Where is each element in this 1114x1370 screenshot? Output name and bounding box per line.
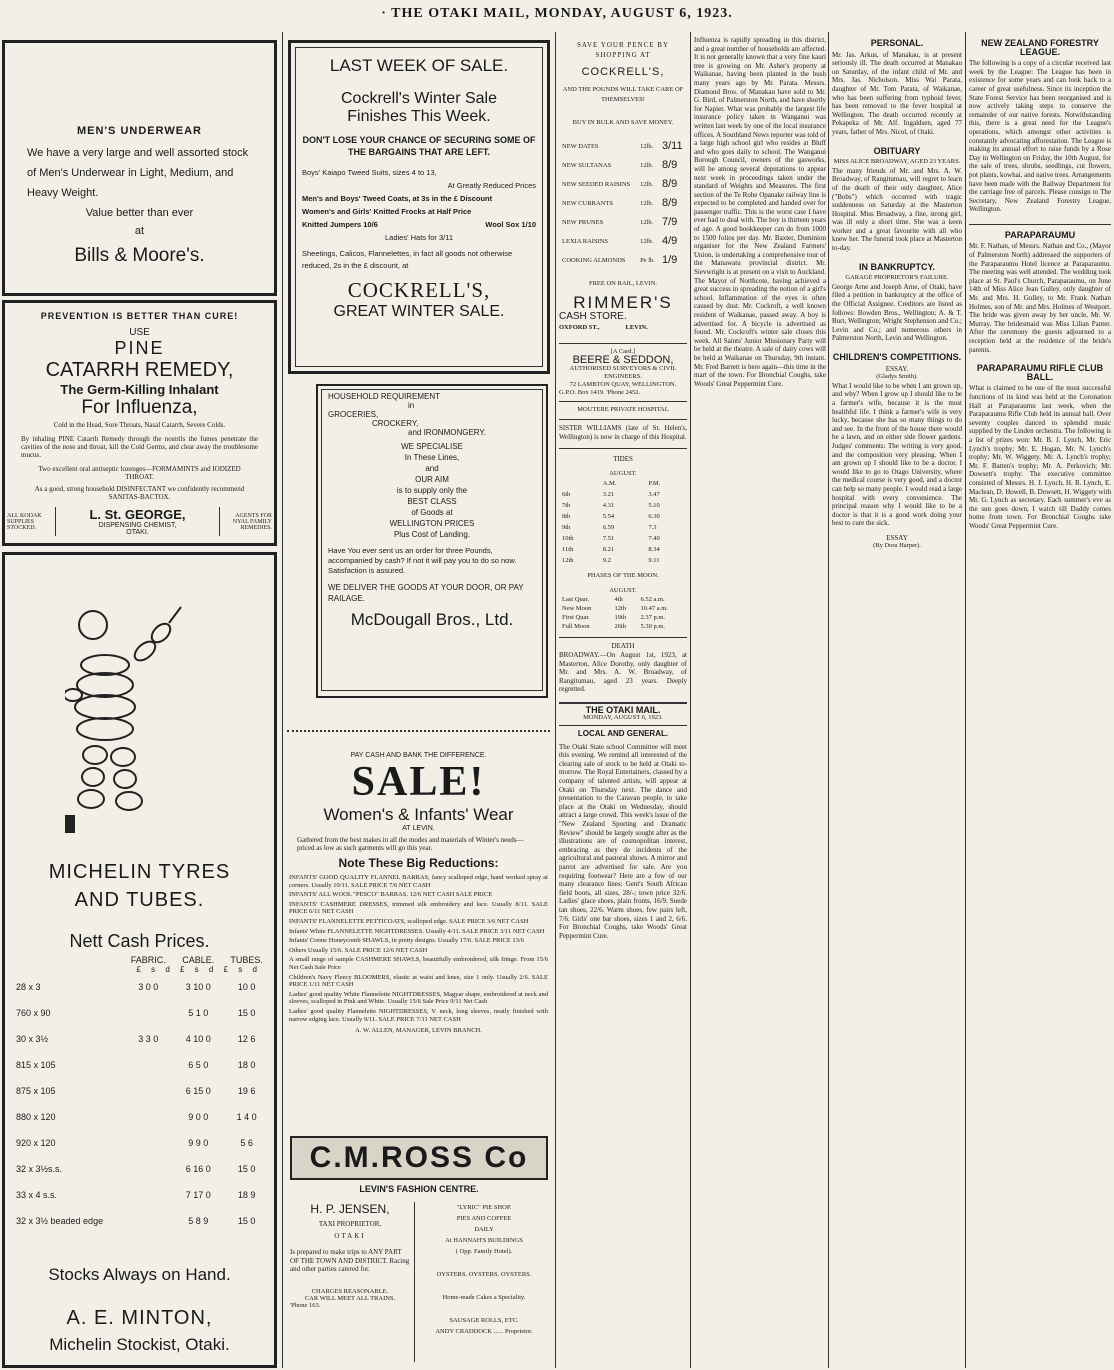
mross-logo: C.M.ROSS Co (290, 1136, 548, 1180)
mcd-l6: WE SPECIALISE (401, 442, 463, 451)
table-row (559, 613, 687, 622)
cable-price: 7 17 0 (185, 1190, 211, 1200)
mcd-l10: is to supply only the (396, 486, 468, 495)
moon-title: PHASES OF THE MOON. (587, 572, 659, 580)
phase: First Quar. (562, 614, 590, 622)
jensen-c3: 'Phone 163. (290, 1301, 321, 1309)
michelin-title1: MICHELIN TYRES (48, 861, 231, 883)
sale-t2: Women's & Infants' Wear (323, 805, 514, 824)
bankruptcy-body: George Arne and Joseph Arne, of Otaki, have filed a petition in bankruptcy at the office of the Official Assignee. Creditors are listed as follows: Bowden Bros., Wellington; A. & T. Burt, Wellington; Wright Stephenson and Co.; Levin and Co.; and numerous others in Palmerston North, Levin and Wellington. (832, 282, 962, 343)
col-tubes: TUBES. (230, 955, 263, 965)
table-row (13, 1182, 271, 1208)
mcd-l11: BEST CLASS (407, 497, 457, 506)
item-name: LEXIA RAISINS (562, 238, 609, 246)
item-price: 7/9 (661, 216, 678, 229)
cockrell-t3: Finishes This Week. (347, 108, 491, 125)
mcd-l15: Have You ever sent us an order for three Pounds, accompanied by cash? If not it will pay you to do so now. Satisfaction is assured. (328, 546, 517, 575)
essay2-heading: ESSAY (886, 533, 908, 542)
fabric-price (122, 1156, 174, 1182)
tides-table (559, 478, 687, 566)
list-item: INFANTS' CASHMERE DRESSES, trimmed silk embroidery and lace. Usually 8/11. SALE PRICE 6/11 NET CASH (289, 900, 548, 916)
item-qty: 12lb. (640, 181, 654, 189)
table-row (559, 595, 687, 604)
table-row (13, 1000, 271, 1026)
cockrell-l1: Boys' Kaiapo Tweed Suits, sizes 4 to 13, (302, 168, 437, 177)
jensen-ad (290, 1202, 410, 1367)
tube-price: 19 6 (237, 1086, 256, 1096)
size: 28 x 3 (16, 982, 41, 992)
pm: 9.11 (648, 557, 660, 565)
date: 4th (614, 596, 623, 604)
am: 6.59 (602, 524, 615, 532)
essay-heading: ESSAY. (885, 364, 909, 373)
rimmer-l3: BUY IN BULK AND SAVE MONEY. (572, 118, 674, 126)
beere-l2: 72 LAMBTON QUAY, WELLINGTON. (569, 380, 677, 388)
table-row (13, 1156, 271, 1182)
pine-top: PREVENTION IS BETTER THAN CURE! (40, 311, 239, 321)
masthead: · THE OTAKI MAIL, MONDAY, AUGUST 6, 1923. (381, 6, 733, 21)
tube-price: 15 0 (237, 1008, 256, 1018)
mcd-l2: in (408, 401, 415, 410)
paraparaumu-body: Mr. F. Nathan, of Messrs. Nathan and Co., (Mayor of Palmerston North) addressed the supporters of the Paraparaumu Hotel licence at Paraparaumu. The meeting was well attended. The wedding took place at St. Paul's Church, Paraparaumu, on June 14th of Miss Alice Jean Gulley, only daughter of Mr. and Mrs. H. Gulley, to Mr. Frank Nathan Holmes, son of Mr. and Mrs. Holmes of Westport. The bride was given away by her uncle, Mr. W. Murray. The bridesmaid was Miss Lilian Panter. After the ceremony the guests adjourned to a reception held at the residence of the bride's parents. (969, 242, 1111, 354)
cockrell-l5: Knitted Jumpers 10/6 (302, 220, 378, 229)
rimmer-l1: SAVE YOUR PENCE BY SHOPPING AT (576, 41, 670, 59)
bills-at: at (134, 225, 145, 237)
personal-body: Mr. Jas. Arkus, of Manakau, is at present seriously ill. The death occurred at Manakau on Saturday, of the infant child of Mr. and Mrs. Jas. Nicholson. Miss Wai Parata, daughter of Mr. Tom Parata, of Waikanae, who has been suffering from typhoid fever, has been removed to the fever hospital at Wellington. The death occurred recently at Pekapeka of Mr. Alf. Ingaldsen, aged 77 years, father of Mrs. Nicol, of Otaki. (832, 50, 962, 136)
cockrell-l3: Men's and Boys' Tweed Coats, at 3s in the £ Discount (302, 194, 493, 203)
bankruptcy-heading: IN BANKRUPTCY. (858, 261, 935, 272)
am: 5.54 (602, 513, 615, 521)
am: 9.2 (602, 557, 611, 565)
mcd-l16: WE DELIVER THE GOODS AT YOUR DOOR, OR PAY RAILAGE. (328, 583, 524, 603)
phase: New Moon (562, 605, 592, 613)
am: 4.31 (602, 502, 615, 510)
bills-name: Bills & Moore's. (74, 245, 205, 266)
column-5 (832, 36, 962, 1366)
fabric-price (122, 1078, 174, 1104)
lyric-l7: SAUSAGE ROLLS, ETC. (449, 1317, 519, 1324)
competitions-heading: CHILDREN'S COMPETITIONS. (832, 352, 962, 362)
size: 760 x 90 (16, 1008, 51, 1018)
lyric-l5: OYSTERS. OYSTERS. OYSTERS. (436, 1271, 532, 1278)
date: 12th (614, 605, 627, 613)
tube-price: 18 0 (237, 1060, 256, 1070)
pm: 7.3 (648, 524, 657, 532)
table-row (559, 622, 687, 631)
lyric-l4: ( Opp. Family Hotel). (455, 1248, 513, 1255)
jensen-c2: CAR WILL MEET ALL TRAINS. (304, 1294, 396, 1302)
col-cable: CABLE. (182, 955, 215, 965)
pm: 6.30 (648, 513, 660, 521)
table-row (559, 522, 687, 533)
rimmer-store: RIMMER'S (573, 292, 673, 312)
cockrell-l7: Ladies' Hats for 3/11 (385, 233, 453, 242)
cockrell-sale-ad (288, 40, 550, 374)
michelin-title2: AND TUBES. (74, 889, 205, 911)
table-row (13, 1104, 271, 1130)
day: 9th (562, 524, 571, 532)
michelin-dealer-sub: Michelin Stockist, Otaki. (49, 1335, 230, 1354)
moon-table (559, 595, 687, 631)
essay-author: (Gladys Smith). (876, 373, 918, 381)
list-item: A small range of sample CASHMERE SHAWLS, beautifully embroidered, silk fringe. From 15/6 Net Cash Sale Price (289, 956, 548, 971)
list-item: Ladies' good quality White Flannelette NIGHTDRESSES, Magyar shape, embroidered at neck and sleeves, scalloped in Pink and White. Usually 15/6 Sale Price 9/11 Net Cash (289, 990, 548, 1006)
mcd-l5: and IRONMONGERY. (408, 428, 486, 437)
list-item (559, 156, 687, 175)
rimmer-cockrell: COCKRELL'S, (581, 66, 665, 78)
tube-price: 12 6 (237, 1034, 256, 1044)
pine-chemist: L. St. GEORGE, (89, 507, 186, 522)
bills-tag: Value better than ever (85, 207, 194, 219)
pine-catarrh-ad (2, 300, 277, 546)
pine-list: Cold in the Head, Sore Throats, Nasal Catarrh, Severe Colds. (53, 421, 226, 429)
size: 32 x 3½ beaded edge (16, 1216, 104, 1226)
time: 5.30 p.m. (640, 623, 666, 631)
table-row (559, 604, 687, 613)
bills-title: MEN'S UNDERWEAR (77, 125, 202, 137)
pine-name2: CATARRH REMEDY, (45, 359, 234, 381)
table-row (13, 974, 271, 1000)
death-title: DEATH (559, 637, 687, 651)
tides-title: TIDES (613, 454, 633, 463)
item-price: 4/9 (661, 235, 678, 248)
day: 8th (562, 513, 571, 521)
cockrell-l9: COCKRELL'S, (347, 278, 491, 302)
cable-price: 6 16 0 (185, 1164, 211, 1174)
list-item: Others Usually 15/6. SALE PRICE 12/6 NET CASH (289, 946, 428, 954)
michelin-ad (2, 552, 277, 1368)
table-row (559, 555, 687, 566)
bills-body: We have a very large and well assorted stock of Men's Underwear in Light, Medium, and Heavy Weight. (27, 147, 249, 199)
michelin-stock: Stocks Always on Hand. (48, 1265, 231, 1284)
date: 19th (614, 614, 627, 622)
michelin-man-illustration (65, 585, 185, 835)
item-qty: 12lb. (640, 200, 654, 208)
item-qty: 12lb. (640, 238, 654, 246)
jensen-town: OTAKI (334, 1232, 366, 1240)
pine-body3: As a good, strong household DISINFECTANT we confidently recommend SANITAS-BACTOX. (34, 485, 245, 501)
col-day (559, 478, 600, 489)
am: 3.21 (602, 491, 615, 499)
hospital-title: MOUTERE PRIVATE HOSPITAL (577, 406, 669, 414)
fabric-price (122, 1130, 174, 1156)
sale-t3: AT LEVIN. (402, 825, 435, 832)
tube-price: 1 4 0 (236, 1112, 257, 1122)
item-name: NEW SULTANAS (562, 162, 612, 170)
pine-body: By inhaling PINE Catarrh Remedy through the nostrils the fumes penetrate the cavities of the nose and throat, kill the Cold Germs, and clear away the troublesome mucus. (21, 435, 258, 459)
list-item (559, 194, 687, 213)
cockrell-l4: Women's and Girls' Knitted Frocks at Half Price (302, 207, 472, 216)
am: 7.51 (602, 535, 615, 543)
size: 815 x 105 (16, 1060, 56, 1070)
item-name: NEW DATES (562, 143, 599, 151)
size: 875 x 105 (16, 1086, 56, 1096)
pm: 3.47 (648, 491, 660, 499)
jensen-name: H. P. JENSEN, (310, 1202, 390, 1216)
lyric-l2: DAILY (474, 1226, 494, 1233)
item-price: 8/9 (661, 197, 678, 210)
rimmer-free: FREE ON RAIL, LEVIN. (588, 280, 658, 288)
list-item: INFANTS' GOOD QUALITY FLANNEL BARRAS, fancy scalloped edge, hand worked spray at corners. Usually 10/11. SALE PRICE 7/6 NET CASH (289, 874, 548, 889)
michelin-table-header (13, 955, 271, 965)
pm: 5.10 (648, 502, 660, 510)
paraparaumu-heading: PARAPARAUMU (969, 224, 1111, 240)
list-item: Ladies' good quality Flannelette NIGHTDRESSES, V. neck, long sleeves, neatly finished with narrow edging lace. Usually 9/11. SALE PRICE 7/11 NET CASH (289, 1007, 548, 1023)
column-3 (559, 36, 687, 1366)
jensen-title: TAXI PROPRIETOR, (318, 1220, 382, 1228)
lyric-l6: Home-made Cakes a Speciality. (442, 1294, 526, 1301)
sale-t4: Note These Big Reductions: (338, 856, 499, 870)
size: 30 x 3½ (16, 1034, 49, 1044)
table-row (13, 1052, 271, 1078)
pine-name1: PINE (114, 338, 165, 358)
list-item: INFANTS' FLANNELETTE PETTICOATS, scalloped edge. SALE PRICE 3/6 NET CASH (289, 917, 529, 925)
cable-price: 5 8 9 (188, 1216, 209, 1226)
list-item (559, 251, 687, 270)
lyric-l3: At HANNAH'S BUILDINGS (445, 1237, 523, 1244)
rifle-club-body: What is claimed to be one of the most successful functions of its kind was held at the Coronation Hall at Paraparaumu last week, when the Paraparaumu Rifle Club held its annual ball. Over seventy couples danced to splendid music supplied by the Linden orchestra. The following is a list of prizes won: Mr. B. J. Lynch, Mr. Eric Lynch's trophy; Mr. E. Hogan, Mr. N. Lynch's trophy; Mr. W. Wiggety, Mr. A. Lynch's trophy; Mr. F. Batten's trophy; Mr. A. Perkovich; Mr. Dowsett's trophy. The executive committee consisted of Messrs. H. J. Lynch, H. R. Lynch, E. Maclean, D. Howell, B. Dowsett, H. Wiggety with Mr. G. Lynch as secretary. Each summer's eve as the sun goes down, I watch till Daddy comes home from town. For Bronchial Coughs take Woods' Great Peppermint Cure. (969, 384, 1111, 530)
beere-name: BEERE & SEDDON, (572, 354, 674, 367)
jensen-c1: CHARGES REASONABLE. (311, 1287, 389, 1295)
item-qty: 12lb. (640, 162, 654, 170)
table-row (13, 1208, 271, 1234)
col-fabric: FABRIC. (130, 955, 166, 965)
mcd-name: McDougall Bros., Ltd. (350, 610, 514, 629)
lyric-title: "LYRIC" PIE SHOP. (456, 1204, 512, 1211)
beere-card: [A Card.] (610, 347, 636, 355)
item-qty: Pe lb. (640, 257, 655, 265)
list-item (559, 175, 687, 194)
list-item: Infants' Creme Honeycomb SHAWLS, in pretty designs. Usually 17/6. SALE PRICE 13/6 (289, 937, 524, 945)
cable-price: 6 5 0 (188, 1060, 209, 1070)
column-4-body: Influenza is rapidly spreading in this district, and a great number of households are affected. It is not generally known that a very fine kauri tree is growing on Mr. Asher's property at Waikanae, having been planted in the bush many years ago by Mr. Parata. Messrs. Diamond Bros. of Manakau have sold to Mr. G. Bird, of Palmerston North, and have shortly for Napier. What was probably the largest life insurance policy taken in Wanganui was written last week by one of the local insurance offices. A Southland News reporter was told of a large high school girl who resides at Bluff and who goes daily to school. The Wanganui Borough Council, owners of the gasworks, will be among several deputations to appear next week in proceedings taken under the standard of Weights and Measures. The first section of the Te Rohe Opanake railway line is expected to be completed and handed over for passenger traffic. This is the worst case I have ever had to deal with. The boy is thirteen years of age. A good bookkeeper can do from 1000 to 1500 folios per day. Mr. Baxter, Dominion organiser for the New Zealand Farmers' Union, is undertaking a comprehensive tour of the Manawatu provincial district. Mr. Sievwright is at present on a visit to Auckland. The Mayor of Northcote, having achieved a great success in spreading the notion of a girl's school. Inflammation of the eyes is often caused by dust. Mr. Cockroft, a well known resident of Waikanae, passed away. A boy is advertised for. A bicycle is advertised as found. Mr. Cockroft's winter sale closes this week. All Saints' Junior Missionary Party will be held at the theatre. A sale of dairy cows will be held at Waikanae on Thursday, 9th instant. Mr. Fred Barrett is here again—this time in the mart of the town. For Bronchial Coughs, take Woods' Great Peppermint Cure. (694, 36, 826, 388)
mcd-l4: CROCKERY, (372, 419, 419, 428)
item-price: 3/11 (661, 140, 683, 153)
fabric-price (122, 1000, 174, 1026)
tube-price: 5 6 (240, 1138, 253, 1148)
forestry-heading: NEW ZEALAND FORESTRY LEAGUE. (981, 38, 1099, 57)
cable-price: 3 10 0 (185, 982, 211, 992)
beere-l3: G.P.O. Box 1419. 'Phone 2452. (559, 388, 641, 396)
item-name: NEW CURRANTS (562, 200, 613, 208)
otaki-mail-title: THE OTAKI MAIL. (585, 704, 661, 715)
size: 880 x 120 (16, 1112, 56, 1122)
cockrell-l10: GREAT WINTER SALE. (333, 303, 505, 320)
fabric-price: 3 3 0 (138, 1034, 159, 1044)
sale-big: SALE! (351, 759, 486, 805)
table-row (559, 511, 687, 522)
cable-price: 5 1 0 (188, 1008, 209, 1018)
column-4 (694, 36, 826, 1366)
cockrell-l2: At Greatly Reduced Prices (447, 181, 536, 190)
list-item (559, 137, 687, 156)
item-name: NEW SEEDED RAISINS (562, 181, 631, 189)
mross-ad (290, 1136, 548, 1196)
pine-body2: Two excellent oral antiseptic lozenges—FORMAMINTS and IODIZED THROAT. (38, 465, 241, 481)
size: 33 x 4 s.s. (16, 1190, 58, 1200)
personal-heading: PERSONAL. (870, 38, 924, 48)
hospital-body: SISTER WILLIAMS (late of St. Helen's, Wellington) is now in charge of this Hospital. (559, 423, 687, 441)
michelin-units: £ s d £ s d £ s d (136, 965, 257, 974)
mcd-l13: WELLINGTON PRICES (389, 519, 475, 528)
pine-left: ALL KODAK SUPPLIES STOCKED. (7, 512, 42, 531)
michelin-title3: Nett Cash Prices. (69, 931, 210, 951)
column-6 (969, 36, 1111, 1366)
tube-price: 10 0 (237, 982, 256, 992)
pine-sub1: The Germ-Killing Inhalant (60, 382, 219, 397)
rifle-club-heading: PARAPARAUMU RIFLE CLUB BALL. (976, 363, 1104, 382)
mcdougall-ad (316, 384, 548, 698)
lyric-l1: PIES AND COFFEE (456, 1215, 512, 1222)
obituary-sub: MISS ALICE BROADWAY, AGED 23 YEARS. (833, 158, 961, 166)
pm: 7.40 (648, 535, 660, 543)
mcd-l7: In These Lines, (404, 453, 460, 462)
mcd-l3: GROCERIES, (328, 410, 379, 419)
size: 32 x 3½s.s. (16, 1164, 63, 1174)
beere-l1: AUTHORISED SURVEYORS & CIVIL ENGINEERS. (569, 364, 677, 380)
day: 6th (562, 491, 571, 499)
cockrell-l8: Sheetings, Calicos, Flannelettes, in fact all goods not otherwise reduced, 2s in the £ discount, at (302, 249, 513, 270)
time: 6.52 a.m. (640, 596, 665, 604)
fabric-price (122, 1104, 174, 1130)
fabric-price: 3 0 0 (138, 982, 159, 992)
local-general-heading: LOCAL AND GENERAL. (577, 729, 669, 739)
pine-sub2: For Influenza, (81, 397, 198, 418)
mcd-l9: OUR AIM (415, 475, 449, 484)
mross-sub: LEVIN'S FASHION CENTRE. (359, 1184, 479, 1194)
cable-price: 9 0 0 (188, 1112, 209, 1122)
list-item: Children's Navy Fleecy BLOOMERS, elastic at waist and knee, size 1 only. Usually 2/6. SALE PRICE 1/11 NET CASH (289, 973, 548, 989)
day: 10th (562, 535, 574, 543)
list-item: INFANTS' ALL WOOL "PESCO" BARRAS. 12/6 NET CASH SALE PRICE (289, 891, 493, 899)
cable-price: 9 9 0 (188, 1138, 209, 1148)
phase: Full Moon (562, 623, 590, 631)
fabric-price (122, 1052, 174, 1078)
table-row (559, 533, 687, 544)
tube-price: 15 0 (237, 1216, 256, 1226)
day: 11th (562, 546, 574, 554)
pine-use: USE (129, 327, 150, 338)
table-row (559, 489, 687, 500)
cable-price: 4 10 0 (185, 1034, 211, 1044)
table-row (13, 1130, 271, 1156)
table-row (559, 500, 687, 511)
date: 26th (614, 623, 627, 631)
time: 10.47 a.m. (640, 605, 668, 613)
bills-moore-ad (2, 40, 277, 296)
bankruptcy-sub: GARAGE PROPRIETOR'S FAILURE. (845, 274, 949, 282)
cockrell-l6: Wool Sox 1/10 (485, 220, 536, 229)
rimmer-addr: OXFORD ST., LEVIN. (559, 323, 648, 331)
tides-month: AUGUST. (609, 469, 637, 477)
pine-right: AGENTS FOR NYAL FAMILY REMEDIES. (232, 512, 272, 531)
michelin-price-table (13, 955, 271, 1234)
item-name: NEW PRUNES (562, 219, 604, 227)
sale-top: PAY CASH AND BANK THE DIFFERENCE. (350, 752, 487, 759)
table-row (559, 544, 687, 555)
day: 7th (562, 502, 571, 510)
obituary-body: The many friends of Mr. and Mrs. A. W. Broadway, of Rangitumau, will regret to learn of the death of their only daughter, Alice ("Bobs") which occurred with tragic suddenness on Saturday at the Masterton Hospital. Miss Broadway, a fine, strong girl, was ill only a short time. She was a keen worker and a great favourite with all who knew her. The funeral took place at Masterton to-day. (832, 166, 962, 253)
item-price: 1/9 (661, 254, 678, 267)
local-general-body: The Otaki State school Committee will meet this evening. We remind all interested of the clearing sale of stock to be held at Otaki to-morrow. The Royal Entertainers, classed by a company of talented artists, will appear at Otaki on Thursday next. The dance and presentation to the Caravan people, to take place at the Otaki on Wednesday, should attract a large crowd. This week's issue of the "New Zealand Sporting and Dramatic Review" should be largely sought after as the illustrations are of cosmopolitan interest, embracing as they do incidents of the agricultural and pastoral shows. A mirror and parrot are advertised for sale. Are you requiring footwear? Here are a few of our many clearance lines: Gent's South African field boots, all sizes, 28/-; town price 32/6. Ladies' glace shoes, plain fronts, 16/9. Suede tan shoes, 22/6. Warm shoes, few pairs left, 7/6. Girls' one bar shoes, sizes 1 and 2, 6/6. For Bronchial Coughs, take Woods' Great Peppermint Cure. (559, 742, 687, 940)
otaki-mail-date: MONDAY, AUGUST 6, 1923. (559, 714, 687, 726)
item-qty: 12lb. (640, 219, 654, 227)
mcd-l14: Plus Cost of Landing. (393, 530, 471, 539)
list-item: Infants' White FLANNELETTE NIGHTDRESSES. Usually 4/11. SALE PRICE 3/11 NET CASH (289, 927, 545, 935)
phase: Last Quar. (562, 596, 590, 604)
item-name: COOKING ALMONDS (562, 257, 626, 265)
fabric-price (122, 1182, 174, 1208)
mcd-l12: of Goods at (411, 508, 453, 517)
size: 920 x 120 (16, 1138, 56, 1148)
item-price: 8/9 (661, 178, 678, 191)
cockrell-t4: DON'T LOSE YOUR CHANCE OF SECURING SOME OF THE BARGAINS THAT ARE LEFT. (302, 135, 536, 157)
michelin-dealer: A. E. MINTON, (66, 1307, 213, 1329)
pine-chemist-town: OTAKI. (126, 529, 149, 536)
jensen-body: Is prepared to make trips to ANY PART OF THE TOWN AND DISTRICT. Racing and other parties catered for. (290, 1248, 410, 1273)
cockrell-t1: LAST WEEK OF SALE. (329, 56, 509, 75)
rimmer-l2: AND THE POUNDS WILL TAKE CARE OF THEMSELVES! (562, 85, 684, 103)
time: 2.37 p.m. (640, 614, 666, 622)
tube-price: 18 9 (237, 1190, 256, 1200)
item-price: 8/9 (661, 159, 678, 172)
cable-price: 6 15 0 (185, 1086, 211, 1096)
forestry-body: The following is a copy of a circular received last week by the League: The League has been in existence for some years and can look back to a career of great usefulness. Since its inception the State Forest Service has been reorganised and is now actively taking steps to conserve the remainder of our native forests. Notwithstanding this, there is a great need for the League's operations, which amongst other activities is constantly advocating afforestation. The League is making its annual effort to raise funds by a Rose Day in Wellington on Friday, the 10th August, for the sale of trees, shrubs, seedlings, cut flowers, pot plants, kowhai, and native trees. Arrangements have been made with the Railway Department for the carriage free of parcels. Please consign to The Secretary, New Zealand Forestry League, Wellington. (969, 59, 1111, 214)
col-am: A.M. (602, 480, 617, 488)
list-item (559, 232, 687, 251)
moon-month: AUGUST. (609, 586, 637, 594)
levin-sale-ad (287, 730, 550, 1128)
essay2-author: (By Dora Harper). (873, 542, 921, 550)
table-row (13, 1026, 271, 1052)
day: 12th (562, 557, 574, 565)
am: 8.21 (602, 546, 615, 554)
table-row (13, 1078, 271, 1104)
competitions-body: What I would like to be when I am grown up, and why? When I grow up I should like to be a farmer's wife, because it is the most healthful life. I think a farmer's wife is very lucky, because she has so many things to do and see. In the front of the house there would be a lawn, and on either side flower gardens. Judges' comments: The writing is very good, and the composition very pleasing. When I am grown up I should like to be a doctor. I would like to go to Otago University, where the medical course is very good, and a doctor can help so many people. I would read a large hospital with every convenience. The principal reason why I would like to be a doctor is that it is a good work doing your best to cure the sick. (832, 381, 962, 528)
obituary-heading: OBITUARY (873, 145, 921, 156)
pm: 8.34 (648, 546, 660, 554)
cockrell-t2: Cockrell's Winter Sale (341, 90, 497, 107)
lyric-l8: ANDY CRADDOCK ...... Proprietor. (435, 1328, 533, 1335)
pine-chemist-sub: DISPENSING CHEMIST, (98, 522, 177, 529)
sale-body: Gathered from the best makes in all the modes and materials of Winter's needs—priced as low as such garments will go this year. (297, 836, 524, 852)
rimmer-price-list (559, 137, 687, 270)
col-pm: P.M. (648, 480, 661, 488)
fabric-price (122, 1208, 174, 1234)
list-item (559, 213, 687, 232)
item-qty: 12lb. (640, 143, 654, 151)
tube-price: 15 0 (237, 1164, 256, 1174)
sale-manager: A. W. ALLEN, MANAGER, LEVIN BRANCH. (355, 1027, 482, 1035)
mcd-l1: HOUSEHOLD REQUIREMENT (328, 392, 441, 401)
death-body: BROADWAY.—On August 1st, 1923, at Masterton, Alice Dorothy, only daughter of Mr. and Mrs. A. W. Broadway, of Rangitumau, aged 23 years. Deeply regretted. (559, 650, 687, 694)
lyric-ad (420, 1202, 548, 1367)
rimmer-cash: CASH STORE. (559, 311, 627, 323)
mcd-l8: and (425, 464, 439, 473)
